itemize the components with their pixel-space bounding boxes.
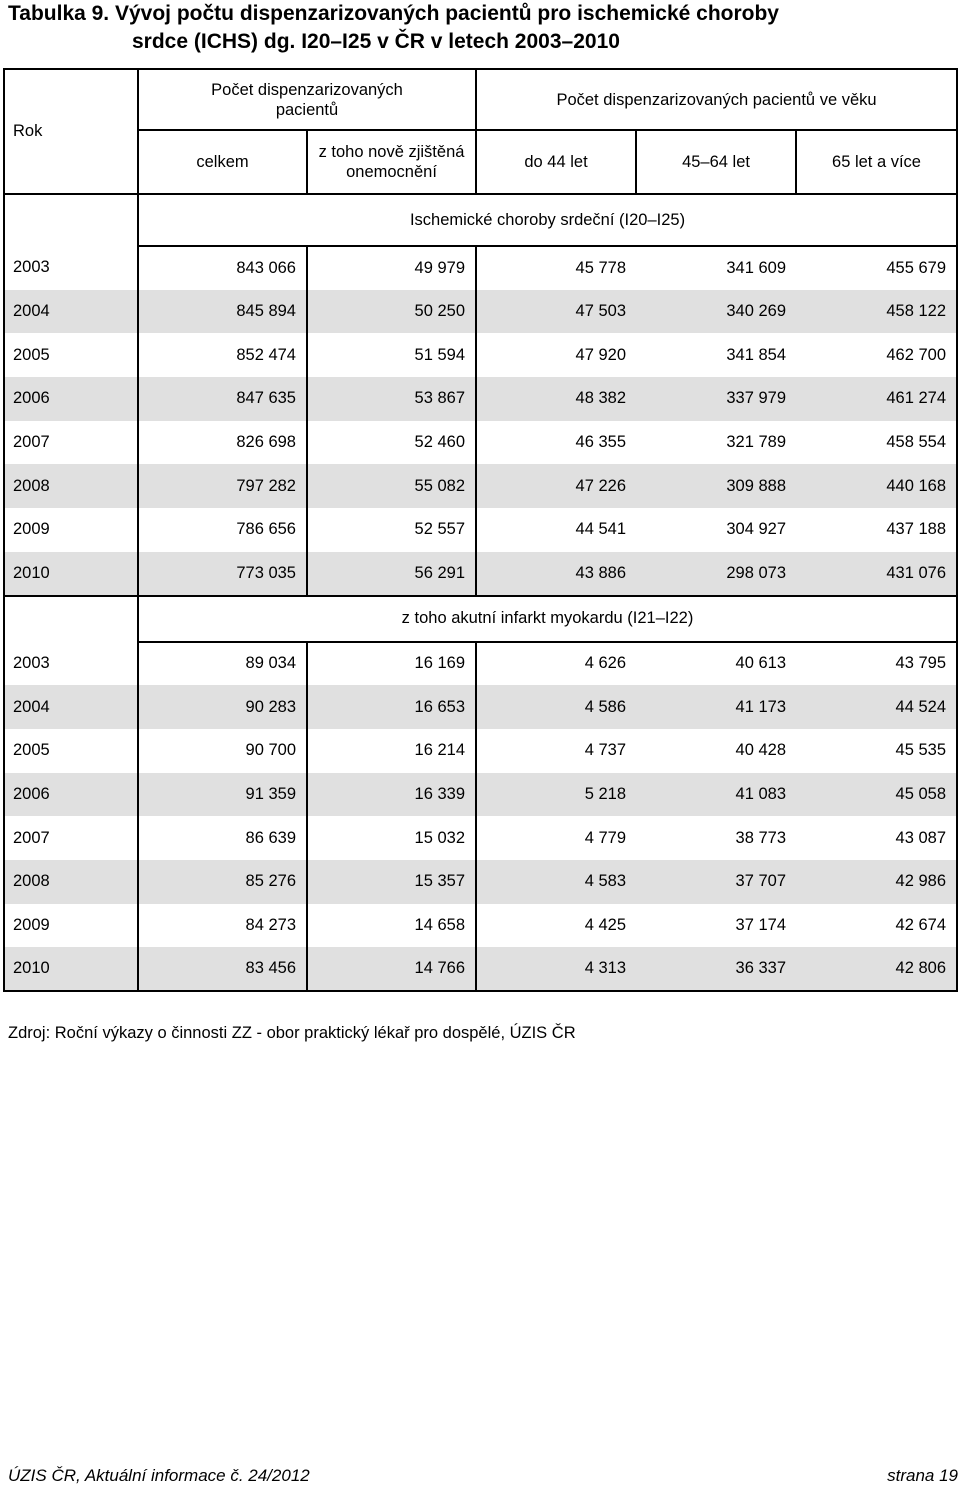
table-row xyxy=(4,773,957,817)
table-row xyxy=(4,290,957,334)
cell-value: 15 032 xyxy=(307,816,476,860)
cell-value: 49 979 xyxy=(307,246,476,290)
cell-value: 45 535 xyxy=(796,729,957,773)
cell-value: 845 894 xyxy=(138,290,307,334)
table-row xyxy=(4,642,957,686)
cell-value: 50 250 xyxy=(307,290,476,334)
cell-value: 41 083 xyxy=(636,773,796,817)
cell-value: 40 613 xyxy=(735,654,787,673)
cell-value: 341 854 xyxy=(726,345,787,364)
footer-page-number: strana 19 xyxy=(887,1466,958,1485)
cell-value: 16 214 xyxy=(307,729,476,773)
cell-year: 2005 xyxy=(4,333,138,377)
header-rok: Rok xyxy=(4,69,138,194)
cell-value: 458 122 xyxy=(796,290,957,334)
page-footer xyxy=(8,1466,958,1486)
cell-value: 4 425 xyxy=(584,915,627,934)
table-body xyxy=(4,69,957,991)
cell-value: 45 058 xyxy=(796,773,957,817)
cell-value: 53 867 xyxy=(307,377,476,421)
cell-value: 90 283 xyxy=(138,685,307,729)
cell-year: 2006 xyxy=(4,773,138,817)
cell-value: 37 707 xyxy=(636,860,796,904)
cell-value: 437 188 xyxy=(796,508,957,552)
cell-value: 44 524 xyxy=(796,685,957,729)
title-line-1: Tabulka 9. Vývoj počtu dispenzarizovaných pacientů pro ischemické choroby xyxy=(8,2,779,25)
cell-value: 40 428 xyxy=(735,741,787,760)
cell-value: 47 920 xyxy=(575,345,627,364)
cell-value: 797 282 xyxy=(138,464,307,508)
cell-value: 337 979 xyxy=(636,377,796,421)
cell-value: 843 066 xyxy=(138,246,307,290)
cell-value: 52 557 xyxy=(307,508,476,552)
table-row xyxy=(4,421,957,465)
table-row xyxy=(4,947,957,991)
section-label: Ischemické choroby srdeční (I20–I25) xyxy=(138,194,957,246)
cell-value: 4 313 xyxy=(476,947,636,991)
cell-value: 773 035 xyxy=(138,552,307,596)
cell-value: 431 076 xyxy=(796,552,957,596)
cell-value: 14 766 xyxy=(307,947,476,991)
table-row xyxy=(4,816,957,860)
cell-value: 51 594 xyxy=(307,333,476,377)
cell-value: 46 355 xyxy=(575,433,627,452)
cell-value: 43 087 xyxy=(796,816,957,860)
cell-value: 4 626 xyxy=(584,654,627,673)
cell-value: 340 269 xyxy=(636,290,796,334)
table-row xyxy=(4,333,957,377)
cell-year: 2009 xyxy=(4,508,138,552)
section-label: z toho akutní infarkt myokardu (I21–I22) xyxy=(138,596,957,642)
cell-value: 47 226 xyxy=(476,464,636,508)
cell-value: 4 583 xyxy=(476,860,636,904)
cell-value: 89 034 xyxy=(138,642,307,686)
cell-year: 2007 xyxy=(4,816,138,860)
cell-value: 5 218 xyxy=(476,773,636,817)
cell-value: 455 679 xyxy=(796,246,957,290)
table-row xyxy=(4,377,957,421)
cell-value: 37 174 xyxy=(735,915,787,934)
table-row xyxy=(4,860,957,904)
header-45-64: 45–64 let xyxy=(636,130,796,194)
cell-value: 45 778 xyxy=(575,258,627,277)
cell-value: 14 658 xyxy=(307,904,476,948)
header-65plus: 65 let a více xyxy=(796,130,957,194)
cell-value: 826 698 xyxy=(138,421,307,465)
cell-value: 4 586 xyxy=(476,685,636,729)
table-row xyxy=(4,685,957,729)
cell-value: 16 339 xyxy=(307,773,476,817)
table-row xyxy=(4,246,957,290)
cell-value: 4 737 xyxy=(584,741,627,760)
header-do44: do 44 let xyxy=(476,130,636,194)
cell-value: 44 541 xyxy=(575,520,627,539)
table-row xyxy=(4,904,957,948)
cell-value: 38 773 xyxy=(735,828,787,847)
cell-value: 85 276 xyxy=(138,860,307,904)
cell-value: 786 656 xyxy=(138,508,307,552)
cell-value: 91 359 xyxy=(138,773,307,817)
cell-value: 4 779 xyxy=(584,828,627,847)
cell-year: 2004 xyxy=(4,290,138,334)
cell-value: 90 700 xyxy=(138,729,307,773)
footer-publication: ÚZIS ČR, Aktuální informace č. 24/2012 xyxy=(8,1466,310,1485)
cell-value: 36 337 xyxy=(636,947,796,991)
table-row xyxy=(4,508,957,552)
table-row xyxy=(4,552,957,596)
cell-value: 41 173 xyxy=(636,685,796,729)
cell-value: 48 382 xyxy=(476,377,636,421)
title-line-2: srdce (ICHS) dg. I20–I25 v ČR v letech 2003–2010 xyxy=(132,30,620,53)
table-row xyxy=(4,464,957,508)
data-table xyxy=(3,68,958,992)
cell-value: 42 986 xyxy=(796,860,957,904)
cell-value: 298 073 xyxy=(636,552,796,596)
cell-value: 42 806 xyxy=(796,947,957,991)
cell-value: 16 653 xyxy=(307,685,476,729)
table-row xyxy=(4,729,957,773)
cell-value: 852 474 xyxy=(138,333,307,377)
cell-value: 52 460 xyxy=(307,421,476,465)
cell-year: 2008 xyxy=(4,464,138,508)
cell-value: 462 700 xyxy=(796,333,957,377)
cell-value: 43 886 xyxy=(476,552,636,596)
cell-value: 458 554 xyxy=(796,421,957,465)
cell-year: 2010 xyxy=(4,552,138,596)
cell-year: 2010 xyxy=(4,947,138,991)
cell-value: 847 635 xyxy=(138,377,307,421)
cell-value: 56 291 xyxy=(307,552,476,596)
source-note: Zdroj: Roční výkazy o činnosti ZZ - obor praktický lékař pro dospělé, ÚZIS ČR xyxy=(8,1024,576,1042)
cell-value: 309 888 xyxy=(636,464,796,508)
cell-value: 461 274 xyxy=(796,377,957,421)
cell-year: 2003 xyxy=(4,642,138,686)
section-rok-spacer xyxy=(4,596,138,642)
cell-year: 2007 xyxy=(4,421,138,465)
header-pocet-disp: Počet dispenzarizovaných pacientů xyxy=(138,69,476,130)
cell-year: 2005 xyxy=(4,729,138,773)
cell-year: 2006 xyxy=(4,377,138,421)
section-rok-spacer xyxy=(4,194,138,246)
header-celkem: celkem xyxy=(138,130,307,194)
cell-value: 43 795 xyxy=(796,642,957,686)
table-title xyxy=(8,0,948,56)
header-pocet-vek: Počet dispenzarizovaných pacientů ve věku xyxy=(476,69,957,130)
cell-value: 42 674 xyxy=(796,904,957,948)
cell-value: 16 169 xyxy=(307,642,476,686)
cell-value: 84 273 xyxy=(138,904,307,948)
cell-value: 55 082 xyxy=(307,464,476,508)
cell-year: 2003 xyxy=(4,246,138,290)
cell-value: 47 503 xyxy=(476,290,636,334)
cell-value: 321 789 xyxy=(726,433,787,452)
cell-value: 86 639 xyxy=(138,816,307,860)
cell-value: 15 357 xyxy=(307,860,476,904)
cell-value: 304 927 xyxy=(726,520,787,539)
cell-year: 2008 xyxy=(4,860,138,904)
cell-value: 341 609 xyxy=(726,258,787,277)
cell-value: 440 168 xyxy=(796,464,957,508)
cell-year: 2004 xyxy=(4,685,138,729)
cell-year: 2009 xyxy=(4,904,138,948)
header-nove: z toho nově zjištěná onemocnění xyxy=(307,130,476,194)
cell-value: 83 456 xyxy=(138,947,307,991)
